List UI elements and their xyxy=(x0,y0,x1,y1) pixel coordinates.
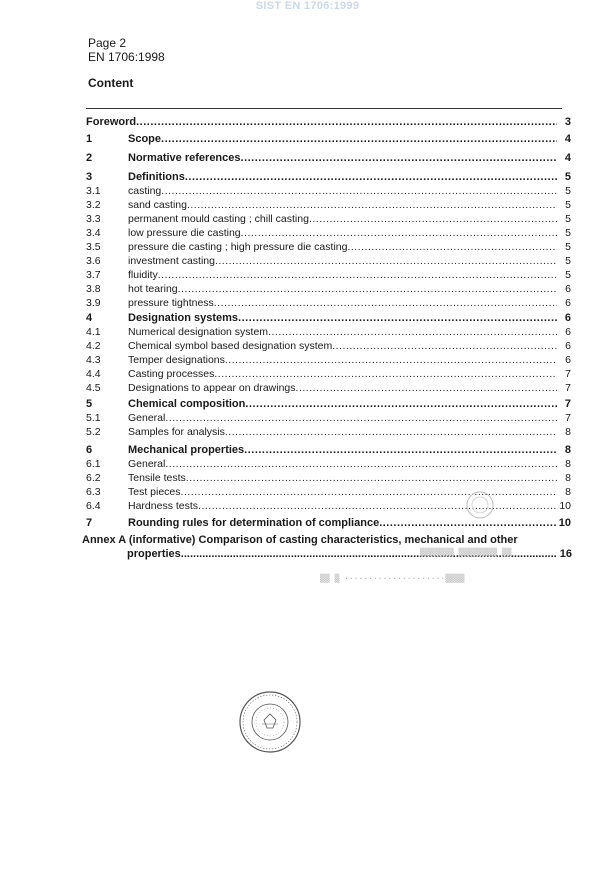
toc-entry-title: General xyxy=(128,412,166,424)
leader-dots xyxy=(185,171,557,184)
toc-entry-title: Rounding rules for determination of compliance xyxy=(128,517,380,529)
watermark: SIST EN 1706:1999 xyxy=(255,0,360,12)
toc-entry-title: General xyxy=(128,458,166,470)
faint-stamp-text: ▒▒ ▒ ·····················▒▒▒▒ xyxy=(320,574,465,583)
toc-entry[interactable] xyxy=(86,255,571,268)
toc-entry-page: 5 xyxy=(565,269,571,281)
toc-entry-page: 4 xyxy=(564,133,571,145)
leader-dots xyxy=(198,500,557,513)
leader-dots xyxy=(215,255,557,268)
toc-entry-number: 3.4 xyxy=(86,227,101,239)
toc-entry[interactable] xyxy=(86,213,571,226)
leader-dots xyxy=(245,398,557,411)
faint-seal-icon xyxy=(465,490,495,520)
toc-entry[interactable] xyxy=(86,340,571,353)
leader-dots xyxy=(244,444,557,457)
leader-dots xyxy=(186,472,557,485)
toc-entry-page: 8 xyxy=(565,472,571,484)
toc-entry[interactable] xyxy=(86,269,571,282)
toc-entry[interactable] xyxy=(86,171,571,184)
toc-entry-number: 3.2 xyxy=(86,199,101,211)
toc-entry-page: 10 xyxy=(559,500,571,512)
toc-entry[interactable] xyxy=(86,199,571,212)
toc-entry-title: casting xyxy=(128,185,162,197)
toc-entry-title: pressure die casting ; high pressure die casting xyxy=(128,241,348,253)
toc-entry-title: low pressure die casting xyxy=(128,227,241,239)
toc-entry-page: 8 xyxy=(565,486,571,498)
toc-entry-number: 6.3 xyxy=(86,486,101,498)
circular-seal-icon xyxy=(238,690,302,754)
toc-entry-number: 5 xyxy=(86,398,93,410)
leader-dots xyxy=(225,354,557,367)
toc-entry[interactable] xyxy=(86,241,571,254)
toc-entry-page: 5 xyxy=(565,227,571,239)
toc-entry-title: Definitions xyxy=(128,171,185,183)
toc-entry[interactable] xyxy=(86,382,571,395)
toc-entry-page: 3 xyxy=(564,116,571,128)
leader-dots xyxy=(347,241,557,254)
leader-dots xyxy=(187,199,557,212)
toc-entry[interactable] xyxy=(86,116,571,129)
toc-entry[interactable] xyxy=(86,133,571,146)
toc-entry-title: Foreword xyxy=(86,116,137,128)
toc-entry-page: 7 xyxy=(565,368,571,380)
toc-entry[interactable] xyxy=(86,152,571,165)
leader-dots xyxy=(225,426,557,439)
toc-entry-page: 6 xyxy=(565,297,571,309)
toc-entry[interactable] xyxy=(86,500,571,513)
toc-entry[interactable] xyxy=(86,185,571,198)
toc-entry-page: 7 xyxy=(565,382,571,394)
toc-entry[interactable] xyxy=(86,486,571,499)
toc-entry-number: 6 xyxy=(86,444,93,456)
toc-entry[interactable] xyxy=(86,426,571,439)
toc-entry-number: 5.1 xyxy=(86,412,101,424)
toc-entry[interactable] xyxy=(86,444,571,457)
toc-entry-page: 8 xyxy=(564,444,571,456)
toc-entry-title: Numerical designation system xyxy=(128,326,269,338)
toc-entry-number: 3.7 xyxy=(86,269,101,281)
leader-dots xyxy=(158,269,557,282)
toc-entry-page: 8 xyxy=(565,426,571,438)
toc-entry-title: Chemical composition xyxy=(128,398,246,410)
page-number: Page 2 xyxy=(88,36,127,50)
toc-entry-number: 3.9 xyxy=(86,297,101,309)
toc-entry-number: 3.3 xyxy=(86,213,101,225)
standard-number: EN 1706:1998 xyxy=(88,50,165,64)
toc-entry-number: 3.8 xyxy=(86,283,101,295)
toc-entry[interactable] xyxy=(86,312,571,325)
leader-dots xyxy=(214,297,557,310)
toc-entry-page: 5 xyxy=(565,185,571,197)
toc-entry[interactable] xyxy=(86,283,571,296)
toc-entry[interactable] xyxy=(86,227,571,240)
toc-entry-number: 4 xyxy=(86,312,93,324)
toc-entry[interactable] xyxy=(86,368,571,381)
leader-dots xyxy=(136,116,557,129)
toc-entry-title: Casting processes xyxy=(128,368,215,380)
toc-entry[interactable] xyxy=(86,398,571,411)
leader-dots xyxy=(161,185,557,198)
toc-entry-number: 4.4 xyxy=(86,368,101,380)
leader-dots xyxy=(181,486,557,499)
toc-entry-page: 6 xyxy=(564,312,571,324)
toc-entry-title: Mechanical properties xyxy=(128,444,245,456)
toc-entry-page: 4 xyxy=(564,152,571,164)
toc-entry-number: 3 xyxy=(86,171,93,183)
toc-entry-title: Normative references xyxy=(128,152,241,164)
toc-entry-number: 3.6 xyxy=(86,255,101,267)
toc-entry-title: Scope xyxy=(128,133,162,145)
toc-entry-number: 3.5 xyxy=(86,241,101,253)
leader-dots xyxy=(165,458,557,471)
leader-dots xyxy=(178,283,557,296)
toc-entry-page: 6 xyxy=(565,283,571,295)
toc-entry-number: 4.1 xyxy=(86,326,101,338)
toc-entry[interactable] xyxy=(86,517,571,530)
toc-entry-number: 3.1 xyxy=(86,185,101,197)
toc-entry[interactable] xyxy=(86,354,571,367)
faint-stamp-text: ▒▒▒▒▒▒▒ ▒▒▒▒▒▒▒▒ ▒▒ xyxy=(420,548,512,557)
content-title: Content xyxy=(88,76,134,90)
toc-entry-number: 5.2 xyxy=(86,426,101,438)
toc-entry-number: 1 xyxy=(86,133,93,145)
toc-entry-page: 10 xyxy=(558,517,571,529)
toc-entry-title: sand casting xyxy=(128,199,187,211)
annex-page: 16 xyxy=(559,548,572,560)
leader-dots xyxy=(238,312,557,325)
toc-entry-number: 6.1 xyxy=(86,458,101,470)
toc-entry-page: 6 xyxy=(565,340,571,352)
toc-entry-title: Chemical symbol based designation system xyxy=(128,340,333,352)
toc-entry-title: hot tearing xyxy=(128,283,178,295)
toc-entry-title: Designation systems xyxy=(128,312,239,324)
toc-entry-title: fluidity xyxy=(128,269,158,281)
toc-entry-page: 7 xyxy=(564,398,571,410)
toc-entry-title: permanent mould casting ; chill casting xyxy=(128,213,309,225)
toc-entry-page: 5 xyxy=(565,255,571,267)
toc-entry-title: Samples for analysis xyxy=(128,426,225,438)
toc-entry-title: pressure tightness xyxy=(128,297,214,309)
toc-entry-page: 5 xyxy=(564,171,571,183)
toc-entry[interactable] xyxy=(86,472,571,485)
leader-dots xyxy=(309,213,557,226)
toc-entry-title: Hardness tests xyxy=(128,500,199,512)
toc-entry-page: 8 xyxy=(565,458,571,470)
toc-entry-title: Designations to appear on drawings xyxy=(128,382,296,394)
leader-dots xyxy=(268,326,557,339)
toc-entry-page: 5 xyxy=(565,199,571,211)
toc-entry[interactable] xyxy=(86,326,571,339)
toc-entry-title: Temper designations xyxy=(128,354,225,366)
toc-entry-number: 4.3 xyxy=(86,354,101,366)
toc-entry-title: Test pieces xyxy=(128,486,181,498)
leader-dots xyxy=(241,227,557,240)
leader-dots xyxy=(214,368,557,381)
toc-entry-number: 6.4 xyxy=(86,500,101,512)
annex-title-line1: Annex A (informative) Comparison of casting characteristics, mechanical and other xyxy=(82,534,518,546)
toc-entry[interactable] xyxy=(86,412,571,425)
annex-title-line2: properties xyxy=(127,548,181,560)
toc-entry[interactable] xyxy=(86,297,571,310)
toc-entry-title: investment casting xyxy=(128,255,215,267)
toc-entry-number: 4.5 xyxy=(86,382,101,394)
toc-entry-title: Tensile tests xyxy=(128,472,186,484)
leader-dots xyxy=(161,133,557,146)
leader-dots xyxy=(332,340,557,353)
leader-dots xyxy=(241,152,557,165)
toc-entry-page: 5 xyxy=(565,213,571,225)
toc-entry-number: 7 xyxy=(86,517,93,529)
toc-entry-page: 6 xyxy=(565,354,571,366)
toc-entry-page: 7 xyxy=(565,412,571,424)
toc-entry-page: 6 xyxy=(565,326,571,338)
toc-entry[interactable] xyxy=(86,458,571,471)
toc-entry-number: 6.2 xyxy=(86,472,101,484)
leader-dots xyxy=(165,412,557,425)
leader-dots xyxy=(296,382,557,395)
toc-entry-number: 2 xyxy=(86,152,93,164)
toc-entry-page: 5 xyxy=(565,241,571,253)
toc-entry-number: 4.2 xyxy=(86,340,101,352)
